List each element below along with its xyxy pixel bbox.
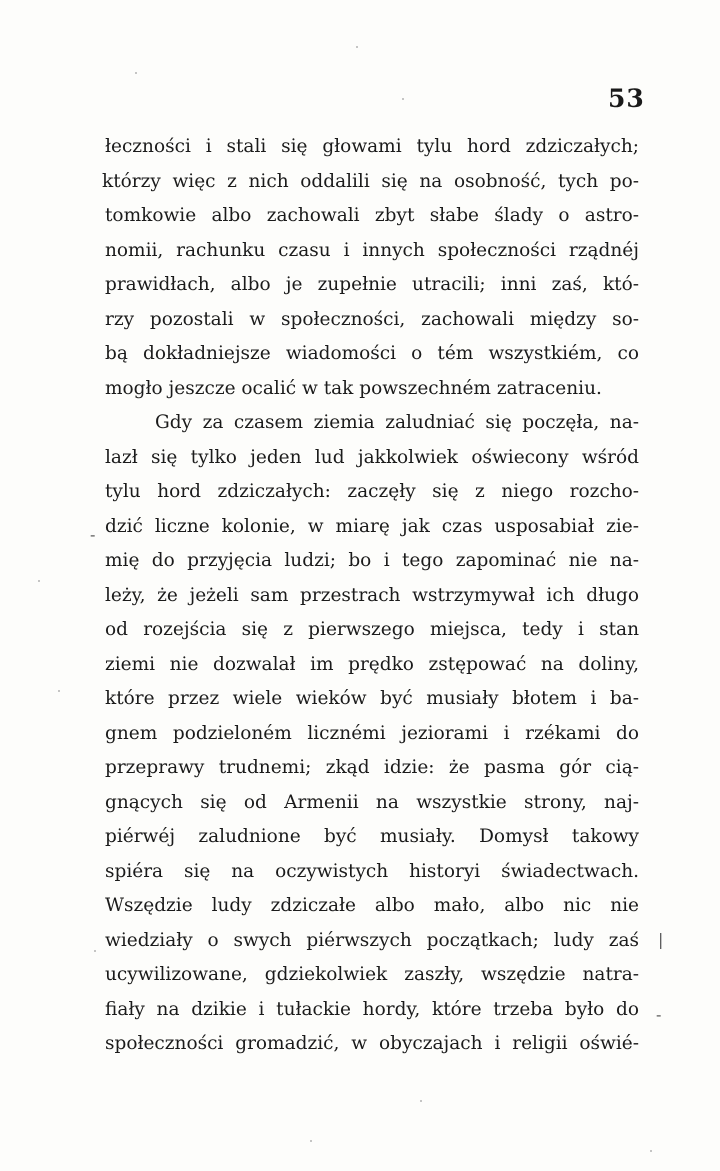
- text-line: rzy pozostali w społeczności, zachowali między so-: [105, 308, 639, 330]
- text-line: łeczności i stali się głowami tylu hord zdziczałych;: [105, 136, 639, 157]
- text-line: prawidłach, albo je zupełnie utracili; inni zaś, któ-: [105, 274, 639, 295]
- scan-speck: [135, 72, 137, 74]
- text-line: leży, że jeżeli sam przestrach wstrzymywał ich długo: [105, 584, 639, 606]
- scan-speck: [420, 1100, 422, 1102]
- text-line: przeprawy trudnemi; zkąd idzie: że pasma gór cią-: [105, 757, 639, 778]
- page-number: 53: [608, 84, 645, 113]
- margin-mark-icon: -: [90, 525, 96, 544]
- scan-speck: [310, 1140, 312, 1142]
- text-line: bą dokładniejsze wiadomości o tém wszystkiém, co: [105, 343, 639, 364]
- text-line: mię do przyjęcia ludzi; bo i tego zapominać nie na-: [105, 550, 639, 571]
- text-line: którzy więc z nich oddalili się na osobność, tych po-: [102, 170, 639, 192]
- scan-speck: [58, 690, 60, 692]
- scan-speck: [650, 1150, 652, 1152]
- text-line: Wszędzie ludy zdziczałe albo mało, albo nic nie: [105, 895, 639, 916]
- text-line: gnących się od Armenii na wszystkie strony, naj-: [105, 791, 639, 813]
- text-line: gnem podzieloném licznémi jeziorami i rzékami do: [105, 722, 639, 744]
- text-line: dzić liczne kolonie, w miarę jak czas usposabiał zie-: [105, 515, 639, 537]
- scan-speck: [94, 950, 96, 952]
- text-line: piérwéj zaludnione być musiały. Domysł takowy: [105, 826, 639, 847]
- text-line: fiały na dzikie i tułackie hordy, które trzeba było do: [105, 998, 639, 1020]
- text-line: lazł się tylko jeden lud jakkolwiek oświecony wśród: [105, 446, 639, 468]
- text-line: tomkowie albo zachowali zbyt słabe ślady o astro-: [105, 205, 639, 226]
- text-line: społeczności gromadzić, w obyczajach i religii oświé-: [105, 1033, 639, 1054]
- text-line: tylu hord zdziczałych: zaczęły się z niego rozcho-: [105, 481, 639, 502]
- text-line: spiéra się na oczywistych historyi świadectwach.: [105, 860, 639, 882]
- scan-speck: [356, 46, 358, 48]
- scan-speck: [402, 98, 404, 100]
- text-line: wiedziały o swych piérwszych początkach; ludy zaś: [105, 929, 639, 951]
- margin-mark-icon: |: [658, 930, 664, 949]
- text-line: nomii, rachunku czasu i innych społeczności rządnéj: [105, 239, 639, 261]
- scan-speck: [38, 580, 40, 582]
- margin-mark-icon: -: [656, 1005, 662, 1024]
- text-line: ucywilizowane, gdziekolwiek zaszły, wszędzie natra-: [105, 964, 639, 985]
- text-line: od rozejścia się z pierwszego miejsca, tedy i stan: [105, 619, 639, 640]
- paragraph-first-line: Gdy za czasem ziemia zaludniać się poczęła, na-: [155, 412, 639, 433]
- body-text: [102, 130, 639, 1062]
- text-line: które przez wiele wieków być musiały błotem i ba-: [105, 688, 639, 709]
- text-line: mogło jeszcze ocalić w tak powszechném zatraceniu.: [105, 377, 602, 399]
- text-line: ziemi nie dozwalał im prędko zstępować na doliny,: [105, 653, 639, 675]
